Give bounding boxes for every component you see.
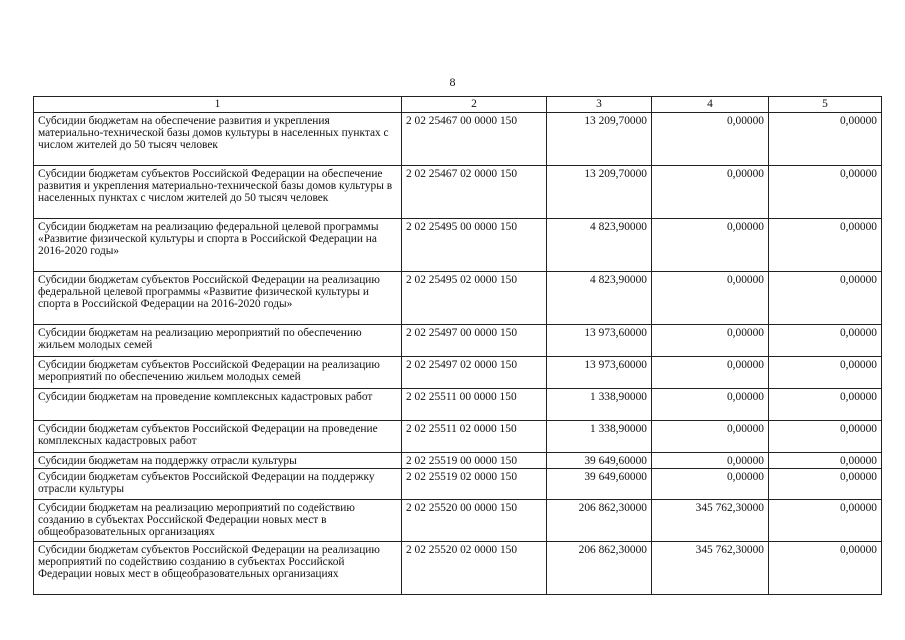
row-value-column-4: 0,00000 (652, 219, 769, 272)
row-value-column-3: 13 209,70000 (547, 166, 652, 219)
row-value-column-3: 39 649,60000 (547, 469, 652, 500)
table-row (34, 469, 882, 500)
row-description: Субсидии бюджетам субъектов Российской Федерации на обеспечение развития и укрепления материально-технической базы домов культуры в населенных пунктах с числом жителей до 50 тысяч человек (34, 166, 402, 219)
column-header-1: 1 (34, 97, 402, 113)
column-header-4: 4 (652, 97, 769, 113)
row-budget-code: 2 02 25497 02 0000 150 (402, 357, 547, 389)
row-description: Субсидии бюджетам на обеспечение развития и укрепления материально-технической базы домов культуры в населенных пунктах с числом жителей до 50 тысяч человек (34, 113, 402, 166)
row-budget-code: 2 02 25519 00 0000 150 (402, 453, 547, 469)
row-description: Субсидии бюджетам на поддержку отрасли культуры (34, 453, 402, 469)
table-row (34, 542, 882, 595)
row-value-column-3: 4 823,90000 (547, 272, 652, 325)
row-budget-code: 2 02 25519 02 0000 150 (402, 469, 547, 500)
row-value-column-5: 0,00000 (769, 357, 882, 389)
row-description: Субсидии бюджетам на реализацию мероприятий по обеспечению жильем молодых семей (34, 325, 402, 357)
row-description: Субсидии бюджетам на реализацию федеральной целевой программы «Развитие физической культуры и спорта в Российской Федерации на 2016-2020 годы» (34, 219, 402, 272)
row-budget-code: 2 02 25467 00 0000 150 (402, 113, 547, 166)
row-value-column-5: 0,00000 (769, 272, 882, 325)
table-row (34, 113, 882, 166)
column-header-3: 3 (547, 97, 652, 113)
table-row (34, 166, 882, 219)
row-value-column-4: 0,00000 (652, 272, 769, 325)
row-value-column-4: 0,00000 (652, 113, 769, 166)
row-description: Субсидии бюджетам субъектов Российской Федерации на реализацию мероприятий по содействию созданию в субъектах Российской Федерации новых мест в общеобразовательных организациях (34, 542, 402, 595)
row-value-column-3: 4 823,90000 (547, 219, 652, 272)
row-budget-code: 2 02 25511 02 0000 150 (402, 421, 547, 453)
row-value-column-5: 0,00000 (769, 389, 882, 421)
row-description: Субсидии бюджетам субъектов Российской Федерации на реализацию мероприятий по обеспечению жильем молодых семей (34, 357, 402, 389)
table-body (34, 97, 882, 595)
row-value-column-3: 13 973,60000 (547, 325, 652, 357)
table-row (34, 219, 882, 272)
page-number: 8 (449, 75, 456, 89)
row-value-column-3: 206 862,30000 (547, 542, 652, 595)
row-value-column-5: 0,00000 (769, 469, 882, 500)
row-budget-code: 2 02 25495 00 0000 150 (402, 219, 547, 272)
table-row (34, 272, 882, 325)
row-value-column-5: 0,00000 (769, 500, 882, 542)
row-value-column-4: 0,00000 (652, 389, 769, 421)
row-budget-code: 2 02 25520 00 0000 150 (402, 500, 547, 542)
row-value-column-5: 0,00000 (769, 453, 882, 469)
row-value-column-5: 0,00000 (769, 219, 882, 272)
row-budget-code: 2 02 25497 00 0000 150 (402, 325, 547, 357)
row-value-column-4: 0,00000 (652, 469, 769, 500)
table-row (34, 389, 882, 421)
row-budget-code: 2 02 25511 00 0000 150 (402, 389, 547, 421)
row-value-column-5: 0,00000 (769, 421, 882, 453)
row-description: Субсидии бюджетам субъектов Российской Федерации на поддержку отрасли культуры (34, 469, 402, 500)
column-number-row (34, 97, 882, 113)
row-value-column-3: 13 209,70000 (547, 113, 652, 166)
row-value-column-4: 0,00000 (652, 421, 769, 453)
row-value-column-3: 1 338,90000 (547, 421, 652, 453)
row-description: Субсидии бюджетам субъектов Российской Федерации на реализацию федеральной целевой программы «Развитие физической культуры и спорта в Российской Федерации на 2016-2020 годы» (34, 272, 402, 325)
row-value-column-5: 0,00000 (769, 542, 882, 595)
table-row (34, 325, 882, 357)
row-value-column-5: 0,00000 (769, 325, 882, 357)
row-value-column-4: 345 762,30000 (652, 500, 769, 542)
row-description: Субсидии бюджетам на реализацию мероприятий по содействию созданию в субъектах Российской Федерации новых мест в общеобразовательных организациях (34, 500, 402, 542)
table-row (34, 421, 882, 453)
table-row (34, 500, 882, 542)
row-value-column-3: 1 338,90000 (547, 389, 652, 421)
row-value-column-4: 0,00000 (652, 325, 769, 357)
budget-table (33, 96, 882, 595)
row-value-column-4: 345 762,30000 (652, 542, 769, 595)
row-description: Субсидии бюджетам субъектов Российской Федерации на проведение комплексных кадастровых работ (34, 421, 402, 453)
table-row (34, 357, 882, 389)
row-value-column-4: 0,00000 (652, 453, 769, 469)
row-description: Субсидии бюджетам на проведение комплексных кадастровых работ (34, 389, 402, 421)
row-value-column-4: 0,00000 (652, 357, 769, 389)
row-value-column-3: 206 862,30000 (547, 500, 652, 542)
row-budget-code: 2 02 25467 02 0000 150 (402, 166, 547, 219)
row-value-column-5: 0,00000 (769, 113, 882, 166)
row-value-column-3: 13 973,60000 (547, 357, 652, 389)
row-value-column-5: 0,00000 (769, 166, 882, 219)
row-budget-code: 2 02 25495 02 0000 150 (402, 272, 547, 325)
column-header-2: 2 (402, 97, 547, 113)
row-budget-code: 2 02 25520 02 0000 150 (402, 542, 547, 595)
table-row (34, 453, 882, 469)
column-header-5: 5 (769, 97, 882, 113)
row-value-column-4: 0,00000 (652, 166, 769, 219)
row-value-column-3: 39 649,60000 (547, 453, 652, 469)
